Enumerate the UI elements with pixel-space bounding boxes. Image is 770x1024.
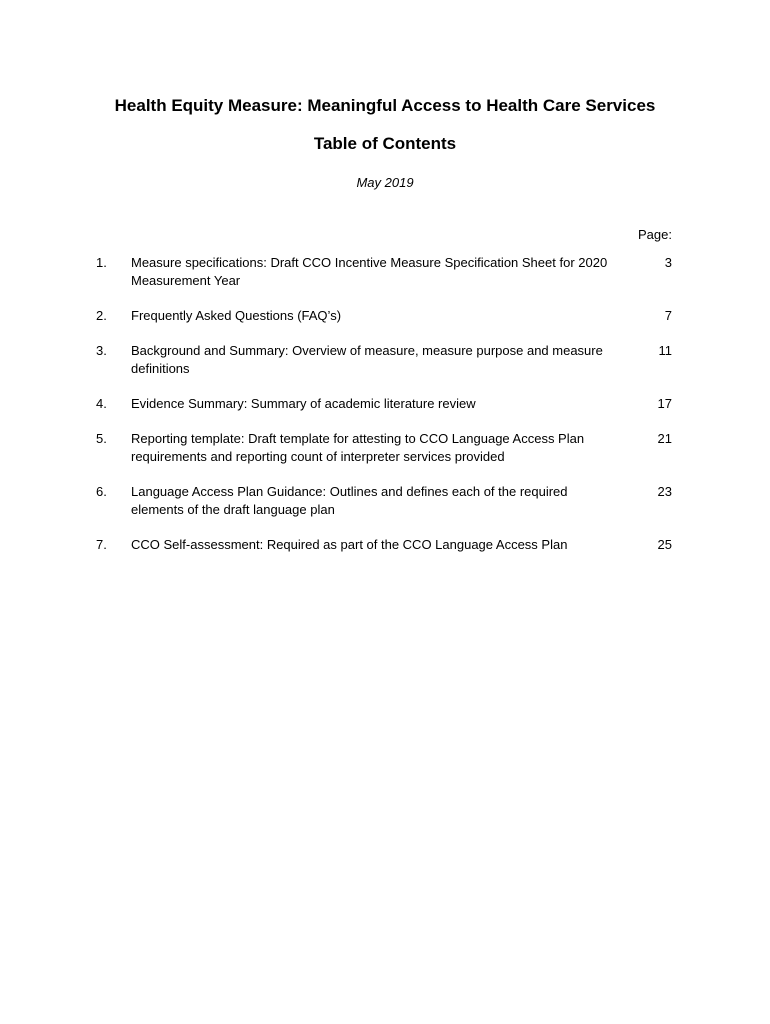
toc-entry-5 (0, 430, 770, 466)
toc-list (0, 254, 770, 571)
toc-entry-1 (0, 254, 770, 290)
toc-entry-2 (0, 307, 770, 325)
toc-entry-text: Evidence Summary: Summary of academic literature review (131, 396, 476, 411)
toc-entry-page: 7 (664, 308, 672, 323)
toc-entry-page: 3 (664, 255, 672, 270)
toc-entry-page: 17 (657, 396, 672, 411)
toc-entry-number: 4. (96, 396, 107, 411)
toc-entry-number: 5. (96, 431, 107, 446)
toc-entry-text: Reporting template: Draft template for attesting to CCO Language Access Plan requirements and reporting count of interpreter services provided (131, 431, 585, 464)
toc-entry-7 (0, 536, 770, 554)
toc-entry-number: 6. (96, 484, 107, 499)
toc-entry-page: 11 (658, 343, 672, 358)
toc-entry-page: 23 (657, 484, 672, 499)
toc-entry-text: Language Access Plan Guidance: Outlines and defines each of the required elements of the draft language plan (131, 484, 568, 517)
toc-entry-text: Frequently Asked Questions (FAQ’s) (131, 308, 342, 323)
document-date: May 2019 (356, 175, 414, 190)
page-column-header: Page: (638, 227, 672, 242)
toc-entry-page: 25 (657, 537, 672, 552)
toc-entry-4 (0, 395, 770, 413)
toc-entry-3 (0, 342, 770, 378)
toc-heading: Table of Contents (313, 134, 457, 153)
toc-entry-6 (0, 483, 770, 519)
toc-entry-number: 1. (96, 255, 107, 270)
toc-entry-number: 3. (96, 343, 107, 358)
toc-entry-number: 2. (96, 308, 107, 323)
toc-entry-number: 7. (96, 537, 107, 552)
toc-entry-text: CCO Self-assessment: Required as part of the CCO Language Access Plan (131, 537, 568, 552)
toc-entry-text: Measure specifications: Draft CCO Incentive Measure Specification Sheet for 2020 Measurement Year (131, 255, 608, 288)
toc-entry-text: Background and Summary: Overview of measure, measure purpose and measure definitions (131, 343, 603, 376)
document-title: Health Equity Measure: Meaningful Access to Health Care Services (114, 96, 656, 115)
toc-entry-page: 21 (657, 431, 672, 446)
